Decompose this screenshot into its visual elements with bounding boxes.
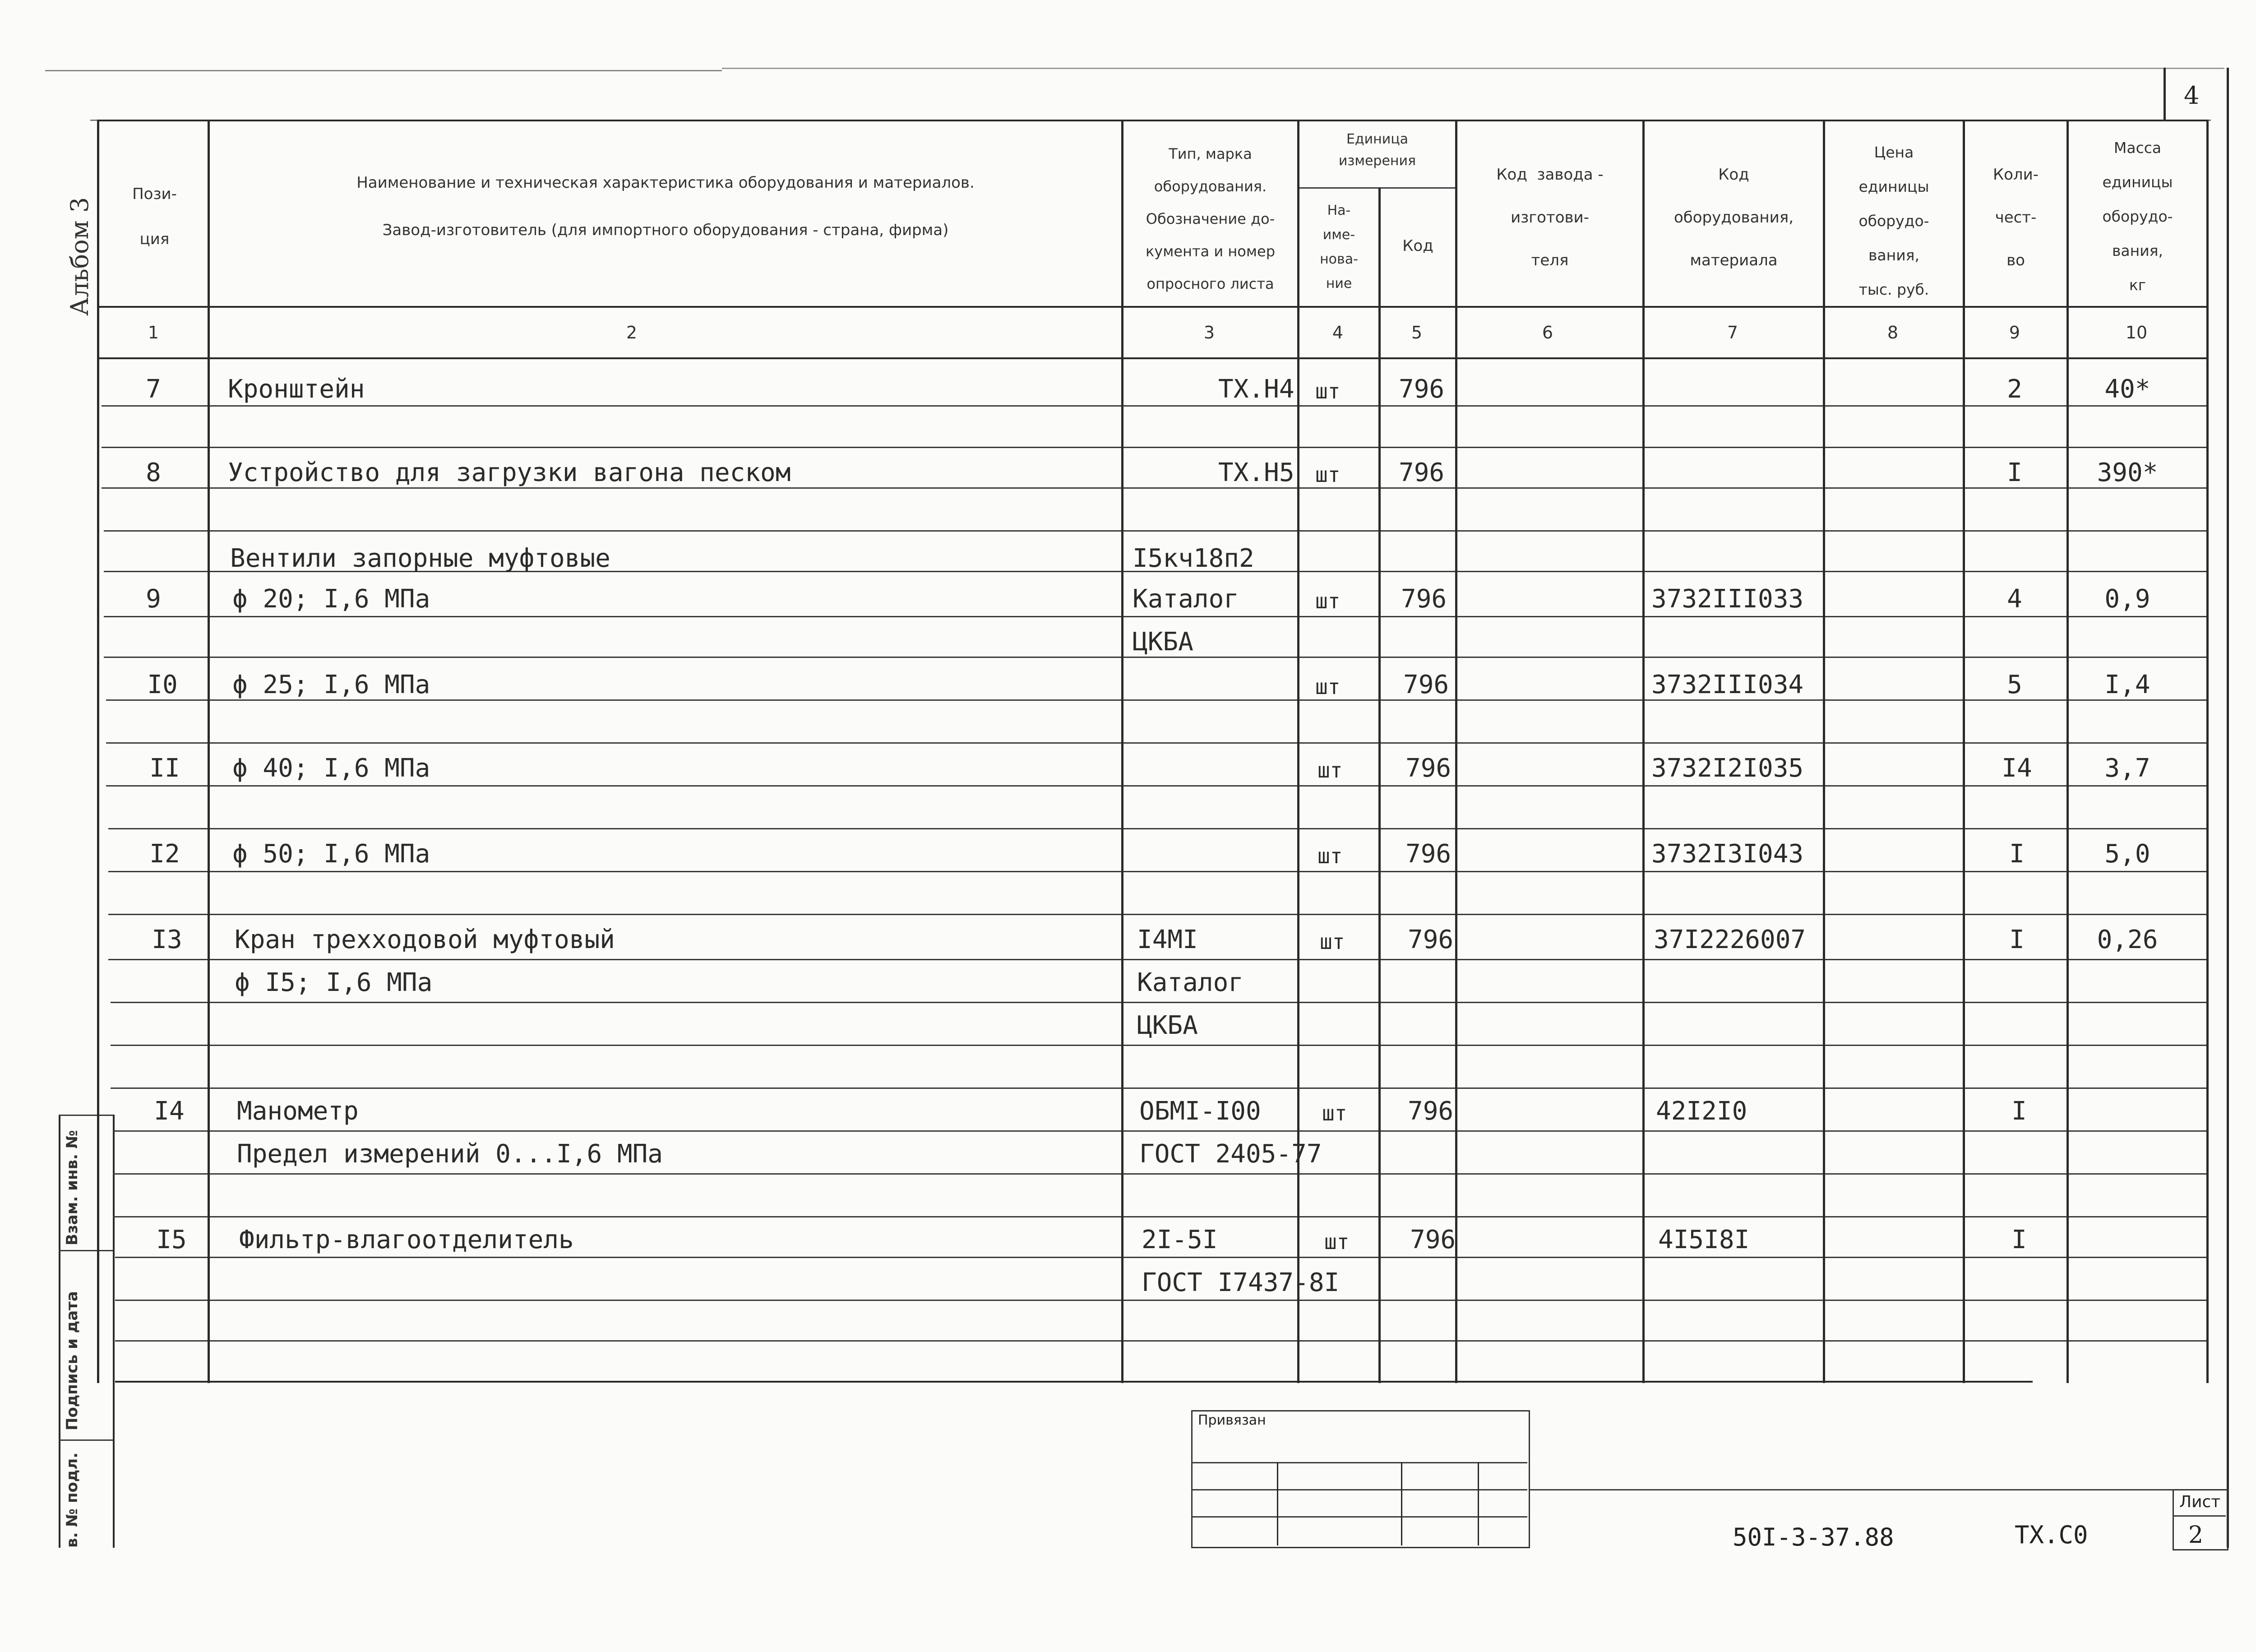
row-equip-code: 3732III033 [1651, 584, 1804, 614]
side-label-signature-date: Подпись и дата [63, 1291, 81, 1430]
row-name: Кран трехходовой муфтовый [235, 925, 615, 954]
col-border-5 [1455, 120, 1457, 1383]
row-sep [102, 405, 2209, 407]
row-sep [111, 1002, 2209, 1003]
colnum-bottom-border [99, 357, 2209, 359]
row-position: 9 [146, 584, 161, 614]
row-qty: I4 [2002, 754, 2032, 783]
album-label: Альбом 3 [65, 197, 94, 316]
row-mass: 0,9 [2104, 584, 2150, 614]
row-sep [108, 959, 2209, 960]
row-position: I0 [147, 670, 178, 699]
col-border-10 [2206, 120, 2209, 1383]
top-edge-line [45, 70, 722, 71]
row-unit-code: 796 [1405, 754, 1452, 783]
colnum-6: 6 [1542, 323, 1553, 342]
frame-right-border [2227, 68, 2229, 1548]
header-position: Пози- ция [132, 185, 177, 248]
row-sep [115, 1257, 2209, 1258]
colnum-4: 4 [1332, 323, 1344, 342]
stamp-col-3 [1478, 1462, 1479, 1546]
colnum-2: 2 [626, 323, 638, 342]
top-edge-line-2 [722, 68, 2224, 69]
col-border-9 [2066, 120, 2069, 1383]
row-qty: I [2011, 1097, 2027, 1126]
row-sep [104, 657, 2209, 658]
colnum-8: 8 [1887, 323, 1899, 342]
row-qty: 5 [2007, 670, 2022, 699]
header-name-line2: Завод-изготовитель (для импортного оборудования - страна, фирма) [382, 221, 949, 239]
row-type: 2I-5I [1142, 1225, 1218, 1254]
title-block-line [1530, 1489, 2227, 1490]
row-position: II [149, 754, 180, 783]
header-factory-code: Код завода - изготови- теля [1496, 166, 1604, 269]
document-code: 50I-3-37.88 [1733, 1523, 1894, 1551]
col-border-1 [208, 120, 210, 1383]
row-sep [106, 785, 2209, 787]
stamp-col-1 [1277, 1462, 1278, 1546]
header-unit-name: На- име- нова- ние [1320, 203, 1358, 292]
row-position: I5 [156, 1225, 187, 1254]
row-equip-code: 3732I2I035 [1651, 754, 1804, 783]
row-name: Устройство для загрузки вагона песком [228, 458, 791, 487]
row-unit: шт [1320, 930, 1345, 954]
row-type: I4МI [1137, 925, 1198, 954]
row-unit: шт [1324, 1230, 1350, 1254]
stamp-row-2 [1191, 1489, 1527, 1490]
row-sep [106, 742, 2209, 744]
row-sep [108, 828, 2209, 829]
row-unit-code: 796 [1405, 839, 1452, 869]
colnum-7: 7 [1727, 323, 1738, 342]
row-name: ϕ I5; I,6 МПа [235, 968, 433, 997]
row-qty: I [2009, 839, 2025, 869]
row-position: I4 [154, 1097, 185, 1126]
unit-group-split [1297, 187, 1455, 189]
row-unit-code: 796 [1410, 1225, 1456, 1254]
page-number: 4 [2184, 81, 2200, 110]
row-position: I2 [149, 839, 180, 869]
binding-stamp-label: Привязан [1198, 1412, 1266, 1428]
row-qty: 2 [2007, 375, 2022, 404]
sheet-label: Лист [2179, 1493, 2221, 1511]
row-equip-code: 3732III034 [1651, 670, 1804, 699]
colnum-1: 1 [148, 323, 159, 342]
colnum-5: 5 [1411, 323, 1423, 342]
row-type: ЦКБА [1137, 1011, 1198, 1040]
row-mass: I,4 [2104, 670, 2150, 699]
side-strip-div-2 [59, 1250, 113, 1251]
row-name: ϕ 50; I,6 МПа [232, 839, 430, 869]
title-block-left [113, 1381, 115, 1548]
row-sep [115, 1340, 2209, 1342]
row-name: ϕ 20; I,6 МПа [232, 584, 430, 614]
row-sep [108, 871, 2209, 872]
row-unit-code: 796 [1399, 375, 1445, 404]
row-qty: I [2009, 925, 2025, 954]
row-equip-code: 3732I3I043 [1651, 839, 1804, 869]
stamp-row-3 [1191, 1516, 1527, 1518]
header-type: Тип, марка оборудования. Обозначение до- кумента и номер опросного листа [1145, 145, 1276, 292]
row-mass: 3,7 [2104, 754, 2150, 783]
row-name: Предел измерений 0...I,6 МПа [237, 1139, 663, 1169]
side-strip-div-1 [59, 1115, 113, 1116]
table-top-border [97, 120, 2209, 121]
header-mass: Масса единицы оборудо- вания, кг [2102, 139, 2173, 294]
row-unit-code: 796 [1399, 458, 1445, 487]
row-mass: 0,26 [2097, 925, 2158, 954]
row-type: ОБМI-I00 [1139, 1097, 1261, 1126]
row-name: Кронштейн [228, 375, 365, 404]
row-sep [111, 1087, 2209, 1089]
row-position: I3 [152, 925, 182, 954]
row-qty: 4 [2007, 584, 2022, 614]
sheet-number: 2 [2188, 1522, 2204, 1549]
header-equip-code: Код оборудования, материала [1674, 166, 1794, 269]
row-name: ϕ 40; I,6 МПа [232, 754, 430, 783]
row-name: ϕ 25; I,6 МПа [232, 670, 430, 699]
row-unit-code: 796 [1408, 1097, 1454, 1126]
row-equip-code: 42I2I0 [1656, 1097, 1747, 1126]
col-border-2 [1121, 120, 1123, 1383]
col-border-4 [1378, 187, 1381, 1383]
row-sep [106, 699, 2209, 701]
row-equip-code: 37I2226007 [1654, 925, 1806, 954]
col-border-0 [97, 120, 99, 1383]
row-mass: 390* [2097, 458, 2158, 487]
row-type: Каталог [1137, 968, 1244, 997]
stamp-col-2 [1401, 1462, 1402, 1546]
row-name: Фильтр-влагоотделитель [239, 1225, 574, 1254]
row-type: I5кч18п2 [1133, 544, 1254, 573]
header-price: Цена единицы оборудо- вания, тыс. руб. [1858, 143, 1929, 298]
side-strip-left [59, 1115, 60, 1548]
document-section: ТХ.С0 [2015, 1521, 2088, 1549]
header-unit-group: Единица измерения [1338, 131, 1416, 169]
col-border-8 [1963, 120, 1965, 1383]
row-name: Манометр [237, 1097, 359, 1126]
row-position: 7 [146, 375, 161, 404]
row-sep [104, 530, 2209, 532]
row-position: 8 [146, 458, 161, 487]
row-mass: 5,0 [2104, 839, 2150, 869]
table-bottom-border [115, 1381, 2033, 1383]
row-type: ТХ.Н5 [1218, 458, 1294, 487]
row-unit: шт [1318, 844, 1343, 868]
col-border-6 [1642, 120, 1645, 1383]
row-sep [104, 616, 2209, 617]
row-sep [113, 1216, 2209, 1217]
row-unit: шт [1318, 758, 1343, 782]
row-unit: шт [1315, 589, 1341, 613]
page-number-box-left [2164, 68, 2166, 120]
header-qty: Коли- чест- во [1992, 166, 2039, 269]
header-name-line1: Наименование и техническая характеристика оборудования и материалов. [356, 174, 975, 192]
side-strip-div-3 [59, 1439, 113, 1441]
row-mass: 40* [2104, 375, 2150, 404]
row-unit: шт [1315, 463, 1341, 487]
row-equip-code: 4I5I8I [1658, 1225, 1750, 1254]
row-sep [113, 1130, 2209, 1132]
row-unit-code: 796 [1408, 925, 1454, 954]
row-type: ГОСТ 2405-77 [1139, 1139, 1322, 1169]
row-sep [102, 447, 2209, 448]
row-qty: I [2007, 458, 2022, 487]
row-sep [108, 914, 2209, 915]
row-type: Каталог [1133, 584, 1239, 614]
row-unit: шт [1315, 379, 1341, 403]
row-type: ТХ.Н4 [1218, 375, 1294, 404]
colnum-9: 9 [2009, 323, 2020, 342]
col-border-3 [1297, 120, 1299, 1383]
colnum-3: 3 [1203, 323, 1215, 342]
row-qty: I [2011, 1225, 2027, 1254]
row-sep [113, 1173, 2209, 1175]
binding-stamp-box [1191, 1410, 1530, 1548]
row-type: ЦКБА [1133, 627, 1193, 657]
row-sep [111, 1045, 2209, 1046]
row-sep [115, 1300, 2209, 1301]
stamp-row-1 [1191, 1462, 1527, 1463]
side-label-replace-inv: Взам. инв. № [63, 1130, 81, 1245]
row-unit-code: 796 [1401, 584, 1447, 614]
header-unit-code: Код [1402, 237, 1433, 255]
row-sep [102, 487, 2209, 489]
colnum-10: 10 [2125, 323, 2148, 342]
side-label-orig-inv: в. № подл. [63, 1452, 81, 1548]
row-name: Вентили запорные муфтовые [230, 544, 610, 573]
sheet-box-divider [2173, 1515, 2226, 1517]
col-border-7 [1823, 120, 1825, 1383]
row-unit-code: 796 [1403, 670, 1449, 699]
row-unit: шт [1315, 675, 1341, 699]
row-unit: шт [1322, 1101, 1347, 1125]
row-type: ГОСТ I7437-8I [1142, 1268, 1340, 1297]
